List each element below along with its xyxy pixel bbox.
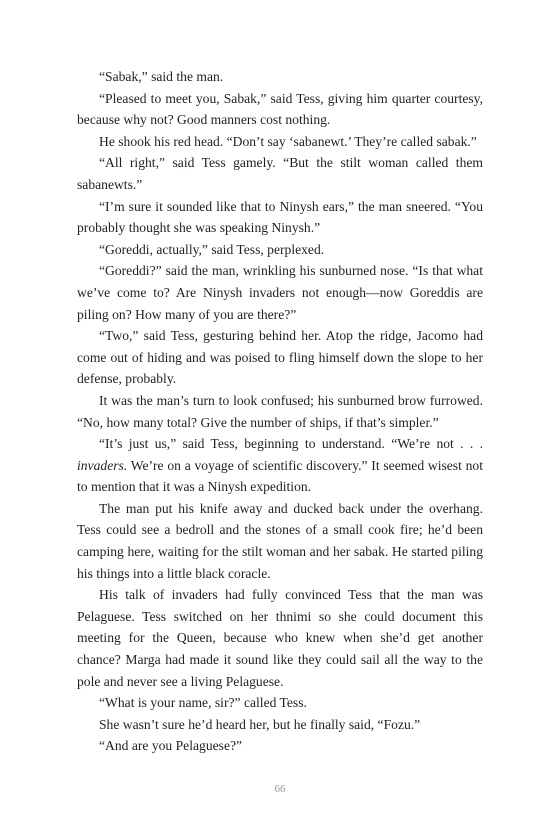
paragraph: “Pleased to meet you, Sabak,” said Tess, giving him quarter courtesy, because why not? Good manners cost nothing. [77, 90, 483, 128]
paragraph-text: “It’s just us,” said Tess, beginning to understand. “We’re not . . . [99, 436, 483, 452]
paragraph: He shook his red head. “Don’t say ‘sabanewt.’ They’re called sabak.” [99, 133, 477, 149]
paragraph: His talk of invaders had fully convinced Tess that the man was Pelaguese. Tess switched on her thnimi so she could document this meeting for the Queen, because who knew when she’d get another chance? Marga had made it sound like they could sail all the way to the pole and never see a living Pelaguese. [77, 587, 483, 689]
paragraph: “Goreddi, actually,” said Tess, perplexed. [99, 241, 325, 257]
paragraph: “And are you Pelaguese?” [99, 738, 243, 754]
book-page-body [77, 66, 483, 757]
paragraph-text: We’re on a voyage of scientific discovery.” It seemed wisest not to mention that it was a Ninysh expedition. [77, 457, 483, 495]
paragraph: “Sabak,” said the man. [99, 69, 224, 84]
paragraph: “Goreddi?” said the man, wrinkling his sunburned nose. “Is that what we’ve come to? Are Ninysh invaders not enough—now Goreddis are piling on? How many of you are there?” [77, 263, 483, 322]
paragraph: She wasn’t sure he’d heard her, but he finally said, “Fozu.” [99, 716, 421, 732]
paragraph: The man put his knife away and ducked back under the overhang. Tess could see a bedroll and the stones of a small cook fire; he’d been camping here, waiting for the stilt woman and her sabak. He started piling his things into a little black coracle. [77, 500, 483, 581]
paragraph: “I’m sure it sounded like that to Ninysh ears,” the man sneered. “You probably thought she was speaking Ninysh.” [77, 198, 483, 236]
paragraph: It was the man’s turn to look confused; his sunburned brow furrowed. “No, how many total? Give the number of ships, if that’s simpler.” [77, 392, 483, 430]
page-number: 66 [274, 783, 286, 795]
emphasized-word: invaders. [77, 457, 128, 473]
paragraph-with-emphasis [77, 433, 483, 498]
paragraph: “What is your name, sir?” called Tess. [99, 695, 307, 711]
paragraph: “All right,” said Tess gamely. “But the stilt woman called them sabanewts.” [77, 155, 483, 192]
paragraph: “Two,” said Tess, gesturing behind her. Atop the ridge, Jacomo had come out of hiding and was poised to fling himself down the slope to her defense, probably. [77, 328, 483, 387]
